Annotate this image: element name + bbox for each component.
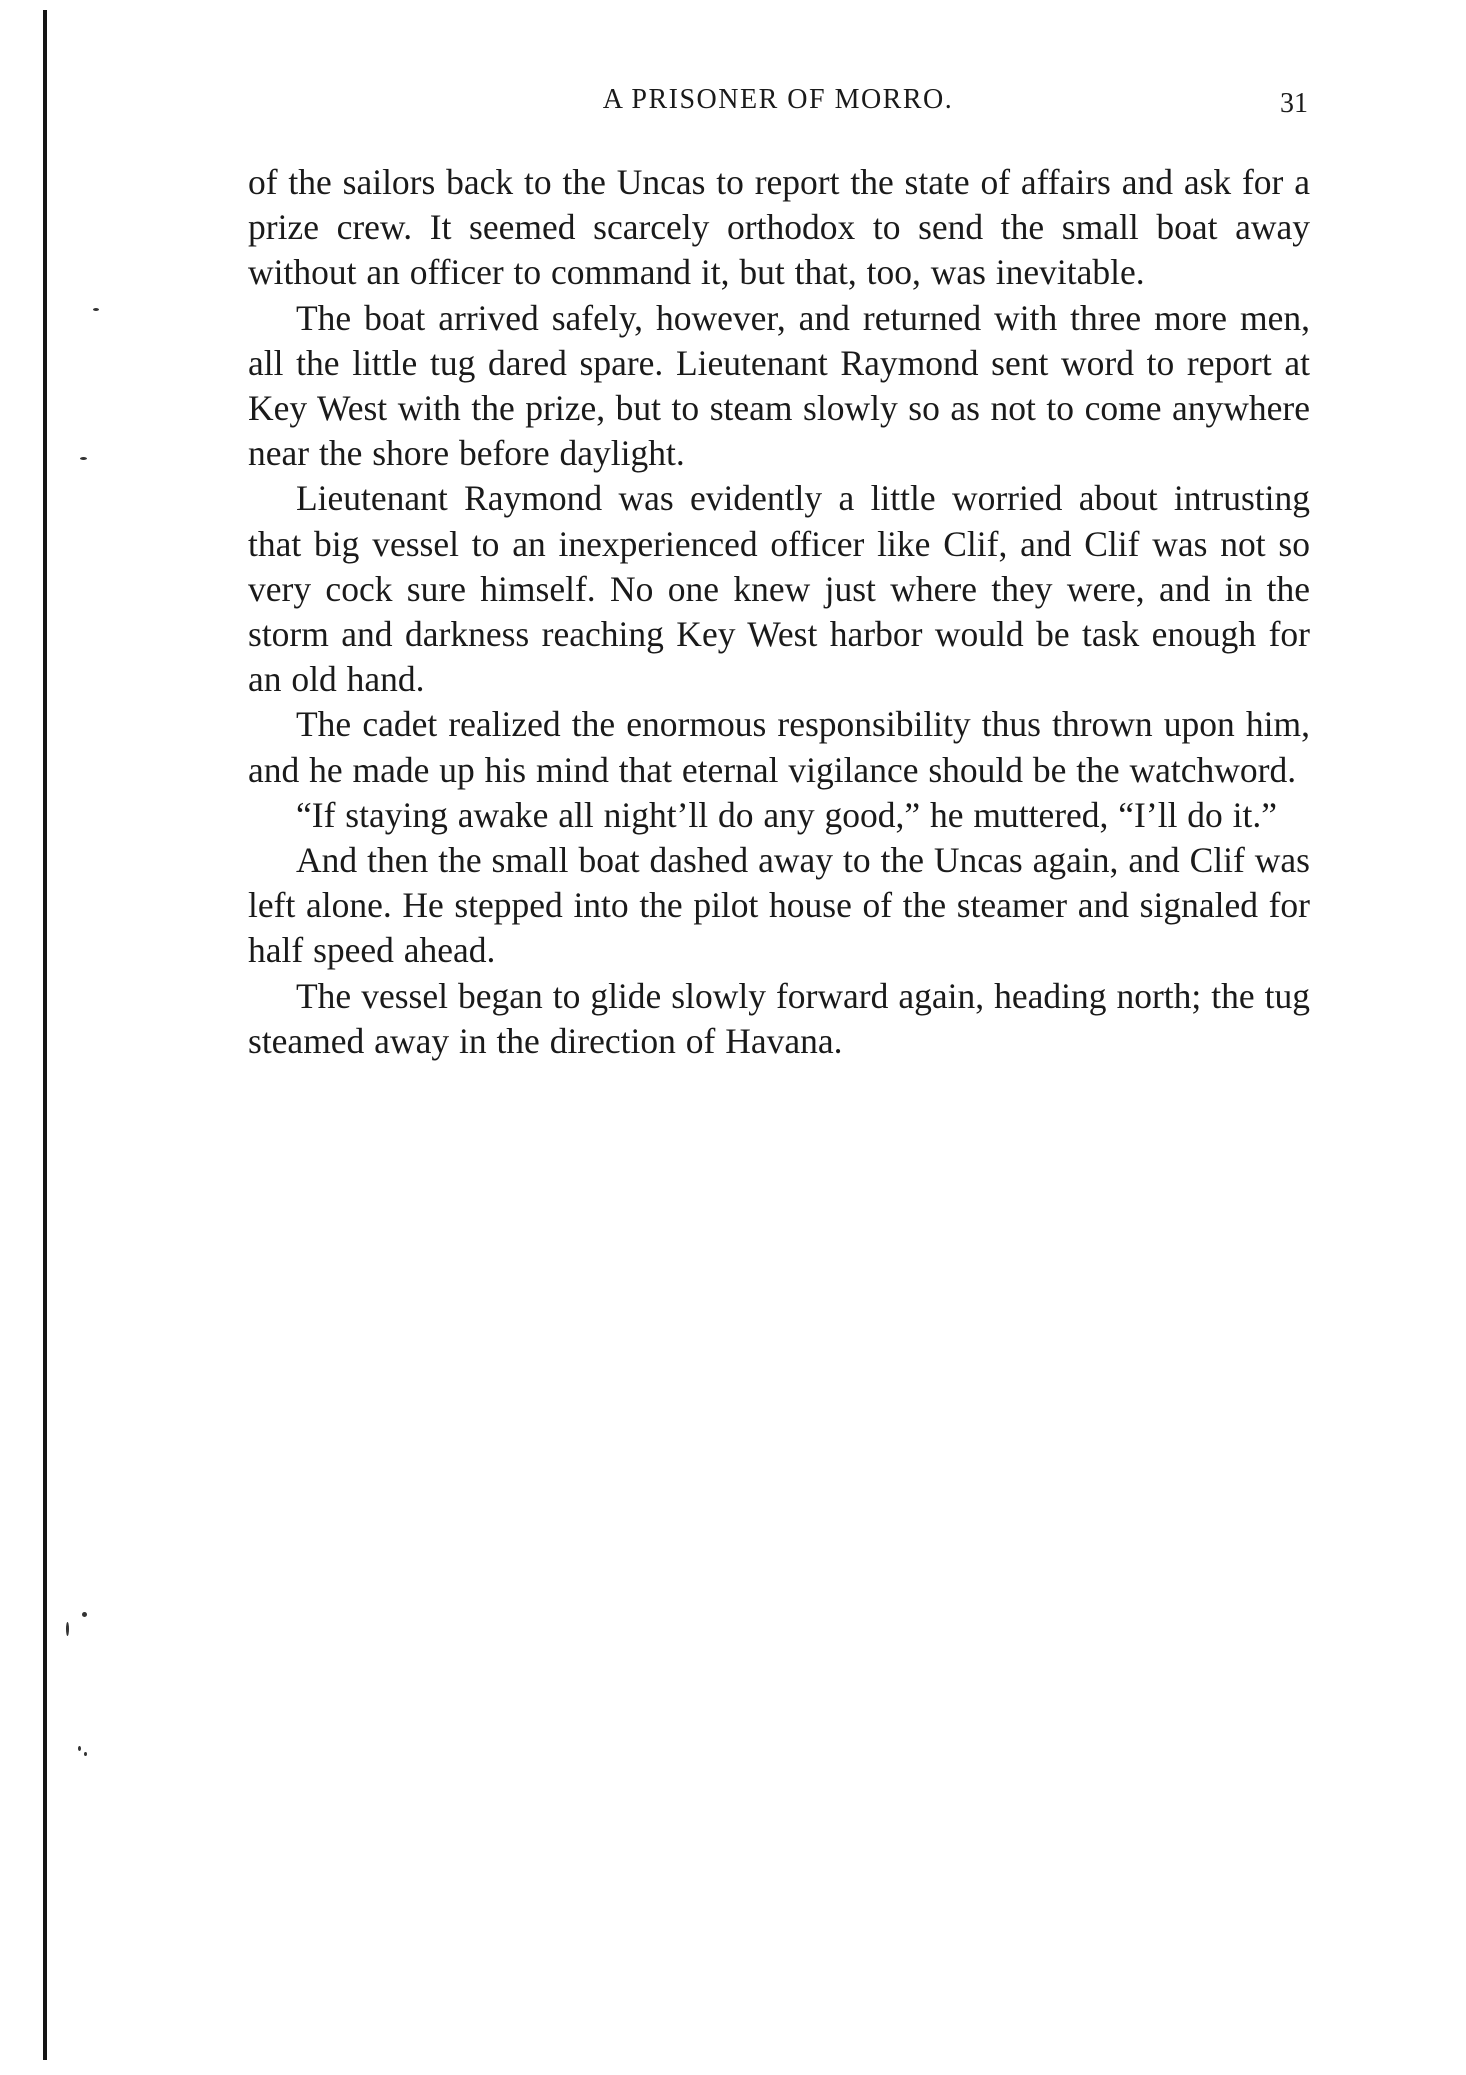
scan-speck	[80, 457, 87, 460]
scan-speck	[82, 1612, 87, 1617]
paragraph: The vessel began to glide slowly forward again, heading north; the tug steamed away in the direction of Havana.	[248, 975, 1310, 1061]
page-number: 31	[1280, 88, 1308, 119]
paragraph: of the sailors back to the Uncas to report the state of affairs and ask for a prize crew. It seemed scarcely orthodox to send the small boat away without an officer to command it, but that, too, was inevitable.	[248, 162, 1310, 293]
paragraph: And then the small boat dashed away to the Uncas again, and Clif was left alone. He stepped into the pilot house of the steamer and signaled for half speed ahead.	[248, 840, 1310, 971]
page-binding-edge	[43, 10, 47, 2060]
running-title: A PRISONER OF MORRO.	[602, 84, 954, 115]
paragraph: “If staying awake all night’ll do any good,” he muttered, “I’ll do it.”	[296, 794, 1278, 835]
paragraph: The cadet realized the enormous responsibility thus thrown upon him, and he made up his mind that eternal vigilance should be the watchword.	[248, 704, 1310, 790]
paragraph: The boat arrived safely, however, and returned with three more men, all the little tug dared spare. Lieutenant Raymond sent word to report at Key West with the prize, but to steam slowly so as not to come anywhere near the shore before daylight.	[248, 297, 1310, 474]
body-text	[248, 160, 1310, 1064]
paragraph: Lieutenant Raymond was evidently a little worried about intrusting that big vessel to an inexperienced officer like Clif, and Clif was not so very cock sure himself. No one knew just where they were, and in the storm and darkness reaching Key West harbor would be task enough for an old hand.	[248, 478, 1310, 700]
scan-speck	[84, 1752, 87, 1756]
scan-speck	[78, 1746, 81, 1751]
running-head	[248, 80, 1308, 120]
scan-speck	[93, 308, 99, 311]
scan-speck	[66, 1622, 69, 1636]
book-page	[248, 0, 1318, 2075]
